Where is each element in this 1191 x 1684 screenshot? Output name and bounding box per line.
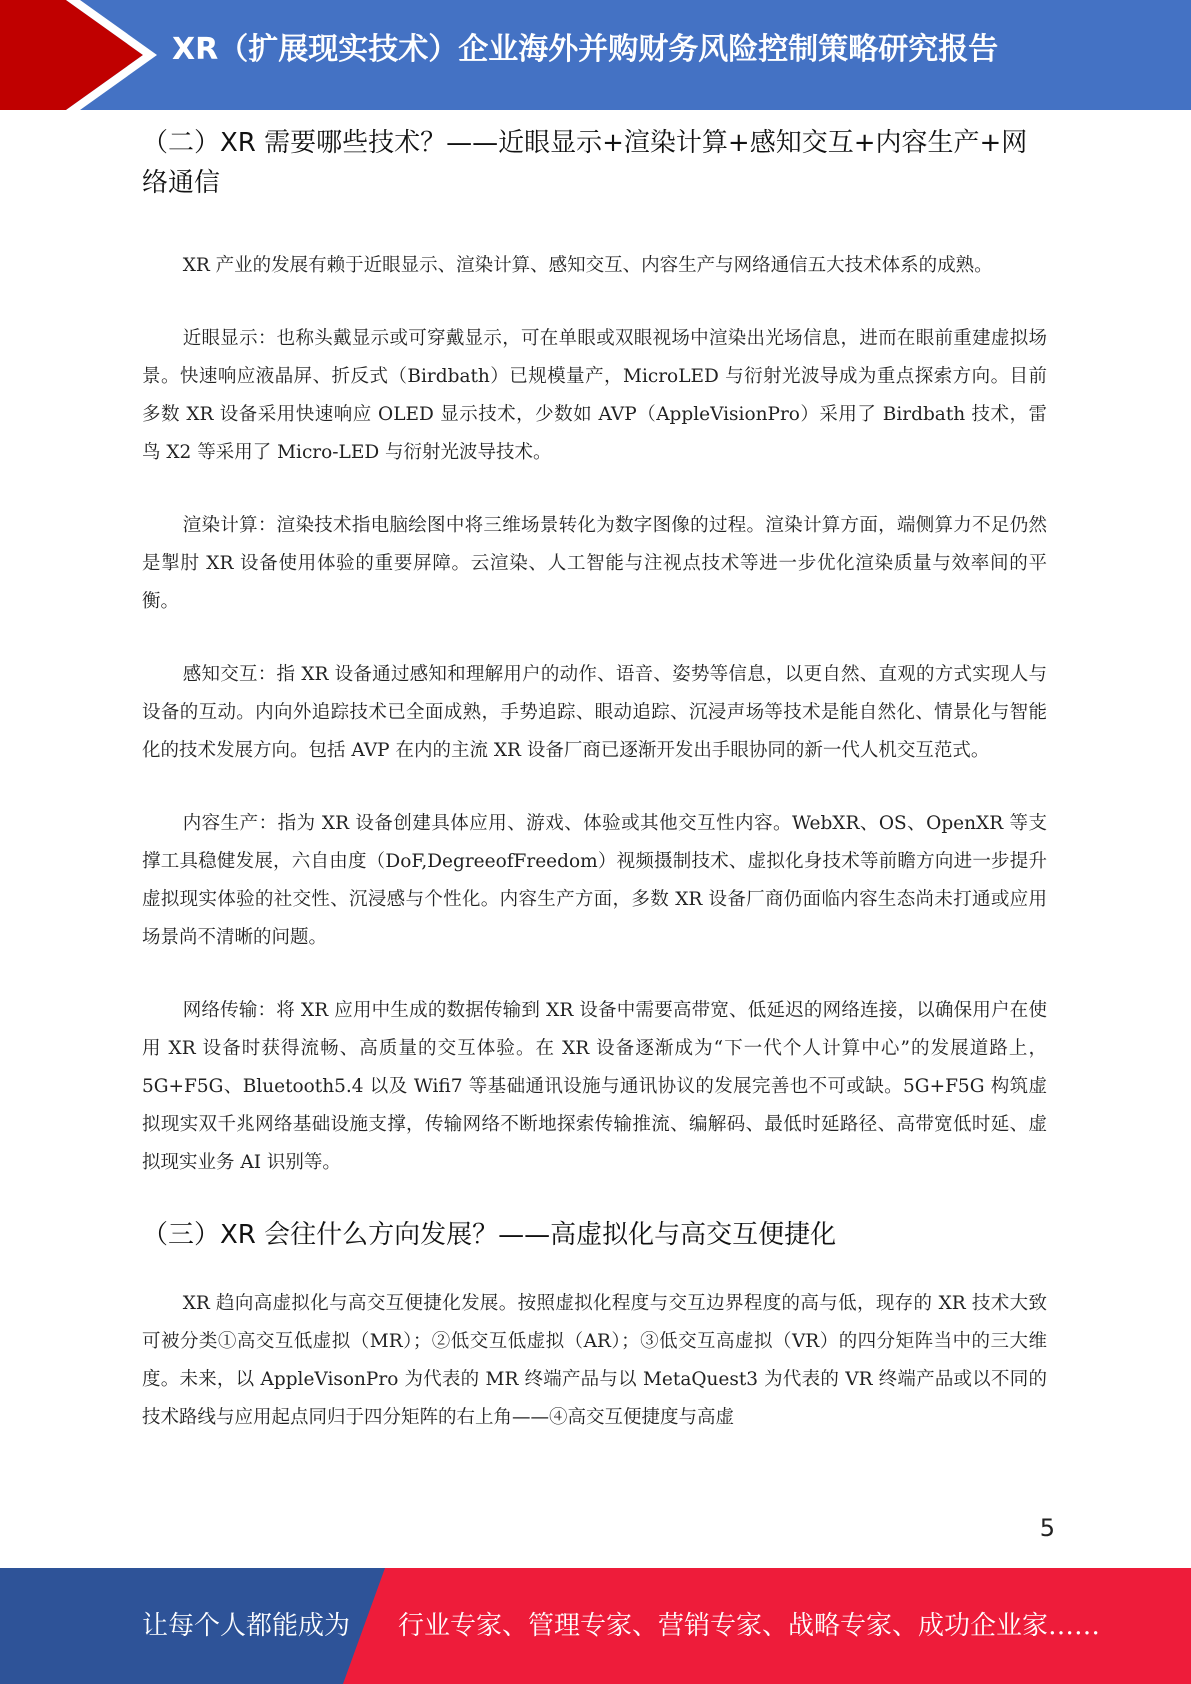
header-red-arrow [0, 0, 150, 110]
report-title: XR（扩展现实技术）企业海外并购财务风险控制策略研究报告 [172, 32, 999, 67]
page-number: 5 [1039, 1514, 1055, 1542]
paragraph: 渲染计算：渲染技术指电脑绘图中将三维场景转化为数字图像的过程。渲染计算方面，端侧算力不足仍然是掣肘 XR 设备使用体验的重要屏障。云渲染、人工智能与注视点技术等进一步优化渲染质量与效率间的平衡。 [142, 515, 1047, 612]
paragraph: 网络传输：将 XR 应用中生成的数据传输到 XR 设备中需要高带宽、低延迟的网络连接，以确保用户在使用 XR 设备时获得流畅、高质量的交互体验。在 XR 设备逐渐成为“下一代个人计算中心”的发展道路上，5G+F5G、Bluetooth5.4 以及 Wifi7 等基础通讯设施与通讯协议的发展完善也不可或缺。5G+F5G 构筑虚拟现实双千兆网络基础设施支撑，传输网络不断地探索传输推流、编解码、最低时延路径、高带宽低时延、虚拟现实业务 AI 识别等。 [142, 1000, 1047, 1173]
page-footer [0, 1568, 1191, 1684]
section-heading: （二）XR 需要哪些技术？——近眼显示+渲染计算+感知交互+内容生产+网络通信 [142, 128, 1028, 198]
footer-slogan-left: 让每个人都能成为 [142, 1611, 351, 1641]
footer-slogan-right: 行业专家、管理专家、营销专家、战略专家、成功企业家…… [398, 1611, 1101, 1641]
page-header [0, 0, 1191, 110]
page-content [142, 123, 1047, 1472]
paragraph: XR 产业的发展有赖于近眼显示、渲染计算、感知交互、内容生产与网络通信五大技术体系的成熟。 [182, 255, 993, 276]
paragraph: 感知交互：指 XR 设备通过感知和理解用户的动作、语音、姿势等信息，以更自然、直观的方式实现人与设备的互动。内向外追踪技术已全面成熟，手势追踪、眼动追踪、沉浸声场等技术是能自然化、情景化与智能化的技术发展方向。包括 AVP 在内的主流 XR 设备厂商已逐渐开发出手眼协同的新一代人机交互范式。 [142, 664, 1047, 761]
section-heading: （三）XR 会往什么方向发展？——高虚拟化与高交互便捷化 [142, 1220, 837, 1250]
paragraph: XR 趋向高虚拟化与高交互便捷化发展。按照虚拟化程度与交互边界程度的高与低，现存的 XR 技术大致可被分类①高交互低虚拟（MR）；②低交互低虚拟（AR）；③低交互高虚拟（VR）的四分矩阵当中的三大维度。未来，以 AppleVisonPro 为代表的 MR 终端产品与以 MetaQuest3 为代表的 VR 终端产品或以不同的技术路线与应用起点同归于四分矩阵的右上角——④高交互便捷度与高虚 [142, 1293, 1047, 1428]
paragraph: 内容生产：指为 XR 设备创建具体应用、游戏、体验或其他交互性内容。WebXR、OS、OpenXR 等支撑工具稳健发展，六自由度（DoF,DegreeofFreedom）视频摄制技术、虚拟化身技术等前瞻方向进一步提升虚拟现实体验的社交性、沉浸感与个性化。内容生产方面，多数 XR 设备厂商仍面临内容生态尚未打通或应用场景尚不清晰的问题。 [142, 813, 1047, 948]
paragraph: 近眼显示：也称头戴显示或可穿戴显示，可在单眼或双眼视场中渲染出光场信息，进而在眼前重建虚拟场景。快速响应液晶屏、折反式（Birdbath）已规模量产，MicroLED 与衍射光波导成为重点探索方向。目前多数 XR 设备采用快速响应 OLED 显示技术，少数如 AVP（AppleVisionPro）采用了 Birdbath 技术，雷鸟 X2 等采用了 Micro-LED 与衍射光波导技术。 [142, 328, 1047, 463]
